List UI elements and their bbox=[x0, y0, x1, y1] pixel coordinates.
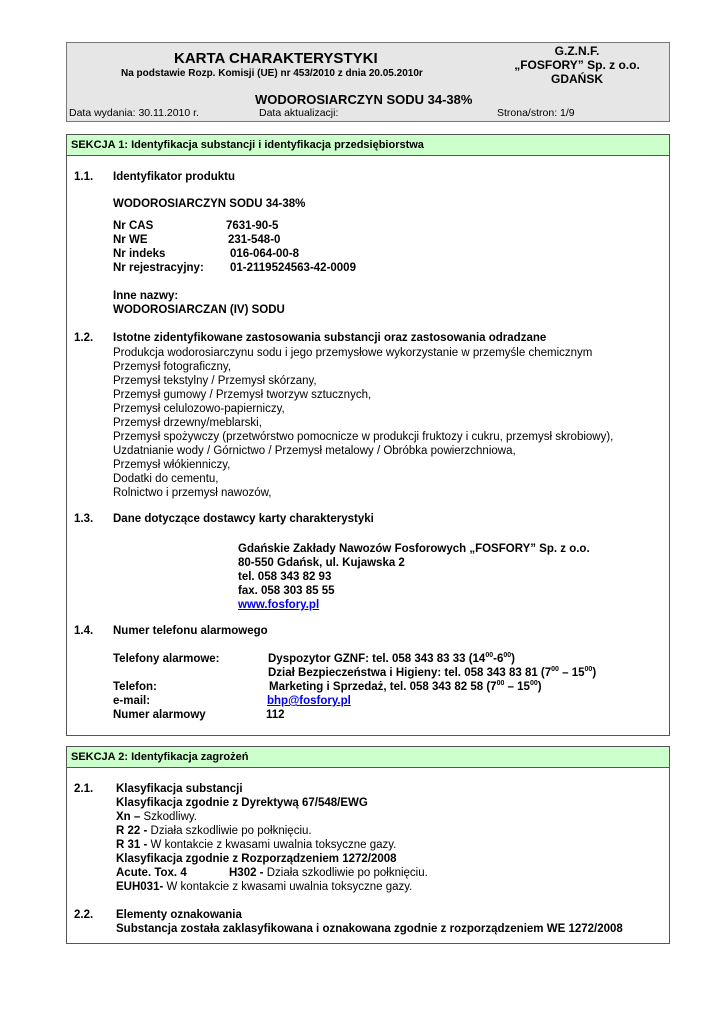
index-value: 016-064-00-8 bbox=[230, 248, 300, 260]
alarm-phone-safety: Dział Bezpieczeństwa i Higieny: tel. 058 343 83 81 $(7^{00} - 15^{00})$ bbox=[268, 666, 597, 679]
regulation-subtitle: Na podstawie Rozp. Komisji (UE) nr 453/2010 z dnia 20.05.2010r bbox=[121, 68, 423, 79]
phone-marketing: Marketing i Sprzedaż, tel. 058 343 82 58 $(7^{00} - 15^{00})$ bbox=[269, 680, 542, 693]
company-line: GDAŃSK bbox=[550, 72, 603, 86]
use-item: Przemysł gumowy / Przemysł tworzyw sztucznych, bbox=[113, 389, 372, 401]
emergency-number-label: Numer alarmowy bbox=[113, 709, 206, 721]
acute-tox: Acute. Tox. 4 bbox=[116, 867, 187, 879]
section-number: 1.4. bbox=[74, 625, 94, 637]
company-block bbox=[512, 44, 642, 86]
issue-date: Data wydania: 30.11.2010 r. bbox=[69, 107, 199, 119]
email-link[interactable]: bhp@fosfory.pl bbox=[267, 695, 351, 707]
other-names-label: Inne nazwy: bbox=[113, 290, 179, 302]
registration-label: Nr rejestracyjny: bbox=[113, 262, 204, 274]
hazard-h302: H302 - Działa szkodliwie po połknięciu. bbox=[229, 867, 428, 879]
registration-value: 01-2119524563-42-0009 bbox=[230, 262, 356, 274]
use-item: Przemysł drzewny/meblarski, bbox=[113, 417, 262, 429]
product-title: WODOROSIARCZYN SODU 34-38% bbox=[255, 92, 473, 107]
email-label: e-mail: bbox=[113, 695, 151, 707]
supplier-block bbox=[238, 542, 590, 612]
use-item: Przemysł fotograficzny, bbox=[113, 361, 232, 373]
section-heading: Numer telefonu alarmowego bbox=[113, 625, 268, 637]
company-line: „FOSFORY” Sp. z o.o. bbox=[514, 58, 640, 72]
section-2-title: SEKCJA 2: Identyfikacja zagrożeń bbox=[66, 746, 670, 768]
section-1-title: SEKCJA 1: Identyfikacja substancji i identyfikacja przedsiębiorstwa bbox=[66, 134, 670, 156]
phone-label: Telefon: bbox=[113, 681, 157, 693]
classification-regulation: Klasyfikacja zgodnie z Rozporządzeniem 1272/2008 bbox=[116, 853, 397, 865]
product-name: WODOROSIARCZYN SODU 34-38% bbox=[113, 198, 306, 210]
we-label: Nr WE bbox=[113, 234, 148, 246]
section-heading: Identyfikator produktu bbox=[113, 171, 236, 183]
use-item: Rolnictwo i przemysł nawozów, bbox=[113, 487, 272, 499]
use-item: Przemysł tekstylny / Przemysł skórzany, bbox=[113, 375, 317, 387]
classification-directive: Klasyfikacja zgodnie z Dyrektywą 67/548/EWG bbox=[116, 797, 368, 809]
alarm-phone-dispatcher: Dyspozytor GZNF: tel. 058 343 83 33 $(14^{00}-6^{00})$ bbox=[268, 652, 515, 665]
index-label: Nr indeks bbox=[113, 248, 166, 260]
section-heading: Elementy oznakowania bbox=[116, 909, 242, 921]
use-item: Przemysł celulozowo-papierniczy, bbox=[113, 403, 285, 415]
classification-xn: Xn – Szkodliwy. bbox=[116, 811, 197, 823]
use-item: Dodatki do cementu, bbox=[113, 473, 219, 485]
section-heading: Dane dotyczące dostawcy karty charakterystyki bbox=[113, 513, 374, 525]
supplier-website-link[interactable]: www.fosfory.pl bbox=[238, 599, 320, 611]
use-item: Uzdatnianie wody / Górnictwo / Przemysł metalowy / Obróbka powierzchniowa, bbox=[113, 445, 516, 457]
section-number: 2.2. bbox=[74, 909, 94, 921]
section-number: 1.3. bbox=[74, 513, 94, 525]
uses-list bbox=[113, 346, 613, 500]
alarm-phones-label: Telefony alarmowe: bbox=[113, 653, 220, 665]
cas-label: Nr CAS bbox=[113, 220, 154, 232]
use-item: Produkcja wodorosiarczynu sodu i jego przemysłowe wykorzystanie w przemyśle chemicznym bbox=[113, 347, 593, 359]
other-name: WODOROSIARCZAN (IV) SODU bbox=[113, 304, 285, 316]
supplier-address: 80-550 Gdańsk, ul. Kujawska 2 bbox=[238, 557, 405, 569]
supplier-name: Gdańskie Zakłady Nawozów Fosforowych „FOSFORY” Sp. z o.o. bbox=[238, 543, 590, 555]
labelling-statement: Substancja została zaklasyfikowana i oznakowana zgodnie z rozporządzeniem WE 1272/2008 bbox=[116, 923, 623, 935]
we-value: 231-548-0 bbox=[228, 234, 281, 246]
classification-r22: R 22 - Działa szkodliwie po połknięciu. bbox=[116, 825, 312, 837]
document-title: KARTA CHARAKTERYSTYKI bbox=[174, 50, 378, 67]
section-number: 2.1. bbox=[74, 783, 94, 795]
company-line: G.Z.N.F. bbox=[554, 44, 600, 58]
use-item: Przemysł włókienniczy, bbox=[113, 459, 231, 471]
section-number: 1.2. bbox=[74, 332, 94, 344]
section-heading: Klasyfikacja substancji bbox=[116, 783, 243, 795]
hazard-euh031: EUH031- W kontakcie z kwasami uwalnia toksyczne gazy. bbox=[116, 881, 413, 893]
emergency-number-value: 112 bbox=[266, 709, 285, 721]
classification-r31: R 31 - W kontakcie z kwasami uwalnia toksyczne gazy. bbox=[116, 839, 397, 851]
cas-value: 7631-90-5 bbox=[226, 220, 279, 232]
page-number: Strona/stron: 1/9 bbox=[497, 107, 575, 119]
section-number: 1.1. bbox=[74, 171, 94, 183]
supplier-tel: tel. 058 343 82 93 bbox=[238, 571, 332, 583]
use-item: Przemysł spożywczy (przetwórstwo pomocnicze w produkcji fruktozy i cukru, przemysł skrobiowy), bbox=[113, 431, 614, 443]
update-date: Data aktualizacji: bbox=[259, 107, 339, 119]
section-heading: Istotne zidentyfikowane zastosowania substancji oraz zastosowania odradzane bbox=[113, 332, 547, 344]
supplier-fax: fax. 058 303 85 55 bbox=[238, 585, 335, 597]
